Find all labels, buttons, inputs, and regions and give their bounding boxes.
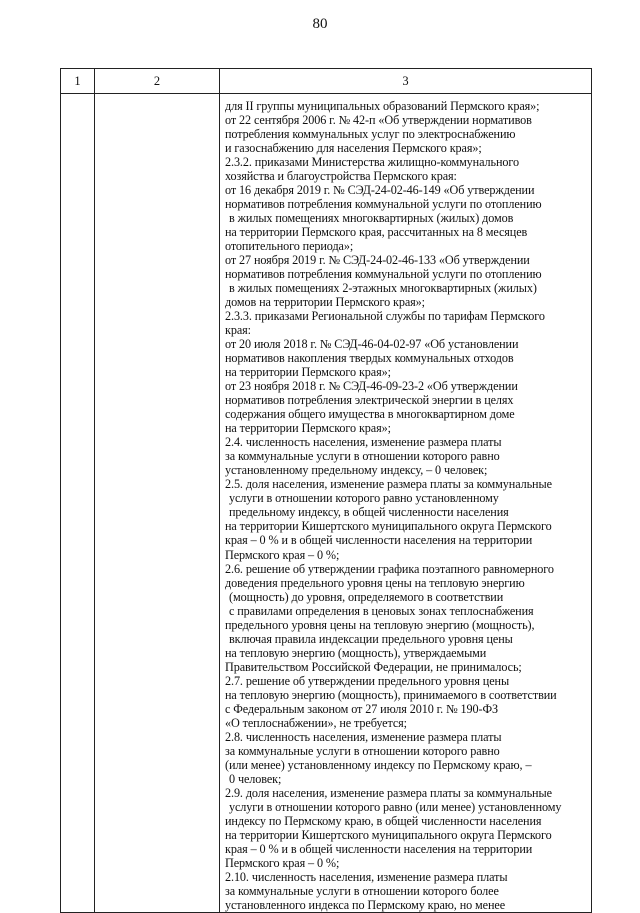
text-line: на территории Кишертского муниципального округа Пермского [225, 827, 552, 842]
text-line: края – 0 % и в общей численности населения на территории [225, 533, 533, 548]
text-line: с Федеральным законом от 27 июля 2010 г. № 190-ФЗ [225, 701, 499, 716]
text-line: индексу по Пермскому краю, в общей численности населения [225, 813, 542, 828]
text-line: 2.3.2. приказами Министерства жилищно-коммунального [225, 155, 519, 170]
text-line: домов на территории Пермского края»; [225, 295, 425, 310]
text-line: от 23 ноября 2018 г. № СЭД-46-09-23-2 «Об утверждении [225, 379, 518, 394]
text-line: предельному индексу, в общей численности населения [229, 505, 509, 520]
text-line: Пермского края – 0 %; [225, 547, 340, 562]
page-number: 80 [312, 16, 328, 32]
text-line: отопительного периода»; [225, 239, 354, 254]
text-line: на тепловую энергию (мощность), принимаемого в соответствии [225, 687, 557, 702]
cell-column-3 [220, 94, 592, 913]
table-header-row [61, 69, 592, 94]
text-line: предельного уровня цены на тепловую энергию (мощность), [225, 617, 535, 632]
text-line: 2.3.3. приказами Региональной службы по тарифам Пермского [225, 309, 545, 324]
text-line: хозяйства и благоустройства Пермского края: [225, 169, 457, 184]
text-line: на тепловую энергию (мощность), утверждаемыми [225, 645, 487, 660]
document-table [60, 68, 592, 913]
text-line: от 27 ноября 2019 г. № СЭД-24-02-46-133 «Об утверждении [225, 253, 530, 268]
text-line: для II группы муниципальных образований Пермского края»; [225, 99, 540, 113]
text-line: содержания общего имущества в многоквартирном доме [225, 407, 515, 422]
text-line: нормативов потребления коммунальной услуги по отоплению [225, 267, 542, 282]
text-line: «О теплоснабжении», не требуется; [225, 715, 407, 730]
column-header-3: 3 [220, 69, 592, 94]
text-line: нормативов потребления коммунальной услуги по отоплению [225, 197, 542, 212]
text-line: на территории Кишертского муниципального округа Пермского [225, 519, 552, 534]
text-line: за коммунальные услуги в отношении которого более [225, 883, 499, 898]
text-line: установленного индекса по Пермскому краю, но менее [225, 897, 506, 912]
text-line: услуги в отношении которого равно установленному [229, 491, 499, 506]
text-line: Правительством Российской Федерации, не принималось; [225, 659, 522, 674]
text-line: 2.7. решение об утверждении предельного уровня цены [225, 673, 510, 688]
text-line: от 22 сентября 2006 г. № 42-п «Об утверждении нормативов [225, 113, 532, 128]
text-line: на территории Пермского края»; [225, 421, 391, 436]
text-line: 0 человек; [229, 771, 282, 786]
table-row [61, 94, 592, 913]
text-line: нормативов потребления электрической энергии в целях [225, 393, 514, 408]
text-line: (мощность) до уровня, определяемого в соответствии [229, 589, 504, 604]
text-line: в жилых помещениях 2-этажных многоквартирных (жилых) [229, 281, 537, 296]
text-line: 2.4. численность населения, изменение размера платы [225, 435, 502, 450]
text-line: и газоснабжению для населения Пермского края»; [225, 141, 482, 156]
text-line: от 20 июля 2018 г. № СЭД-46-04-02-97 «Об установлении [225, 337, 519, 352]
text-line: на территории Пермского края»; [225, 365, 391, 380]
text-line: 2.9. доля населения, изменение размера платы за коммунальные [225, 785, 552, 800]
text-block [220, 94, 591, 912]
column-header-2: 2 [95, 69, 220, 94]
text-line: за коммунальные услуги в отношении которого равно [225, 449, 500, 464]
cell-column-1 [61, 94, 95, 913]
text-line: 2.10. численность населения, изменение размера платы [225, 869, 508, 884]
text-line: услуги в отношении которого равно (или менее) установленному [229, 799, 562, 814]
text-line: Пермского края – 0 %; [225, 855, 340, 870]
text-line: края – 0 % и в общей численности населения на территории [225, 841, 533, 856]
text-line: края: [225, 323, 251, 338]
text-line: включая правила индексации предельного уровня цены [229, 631, 513, 646]
column-header-1: 1 [61, 69, 95, 94]
text-line: потребления коммунальных услуг по электроснабжению [225, 127, 516, 142]
text-line: (или менее) установленному индексу по Пермскому краю, – [225, 757, 532, 772]
text-line: с правилами определения в ценовых зонах теплоснабжения [229, 603, 534, 618]
text-line: за коммунальные услуги в отношении которого равно [225, 743, 500, 758]
text-line: от 16 декабря 2019 г. № СЭД-24-02-46-149 «Об утверждении [225, 183, 535, 198]
text-line: установленному предельному индексу, – 0 человек; [225, 463, 488, 478]
text-line: на территории Пермского края, рассчитанных на 8 месяцев [225, 225, 528, 240]
text-line: 2.5. доля населения, изменение размера платы за коммунальные [225, 477, 552, 492]
cell-column-2 [95, 94, 220, 913]
text-line: нормативов накопления твердых коммунальных отходов [225, 351, 514, 366]
text-line: 2.6. решение об утверждении графика поэтапного равномерного [225, 561, 554, 576]
text-line: доведения предельного уровня цены на тепловую энергию [225, 575, 525, 590]
text-line: 2.8. численность населения, изменение размера платы [225, 729, 502, 744]
text-line: в жилых помещениях многоквартирных (жилых) домов [229, 211, 514, 226]
